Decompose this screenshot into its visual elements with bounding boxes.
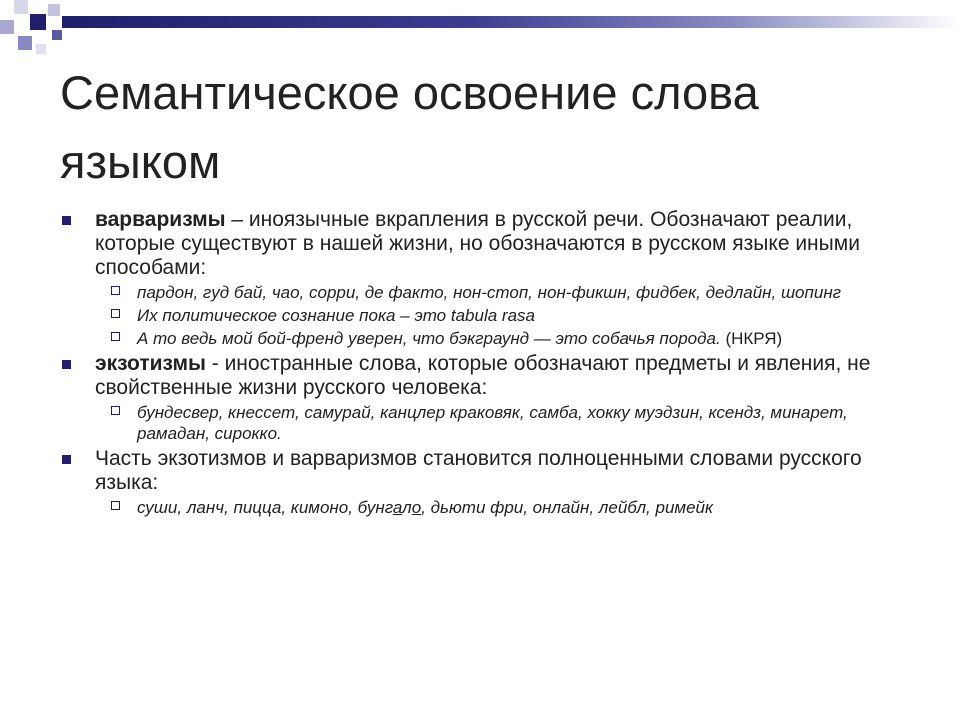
slide-title: Семантическое освоение слова языком	[60, 66, 759, 188]
square-bullet-icon	[62, 216, 71, 225]
hollow-square-bullet-icon	[111, 286, 120, 295]
hollow-square-bullet-icon	[111, 332, 120, 341]
sub-item-text: , дьюти фри, онлайн, лейбл, римейк	[421, 498, 714, 517]
hollow-square-bullet-icon	[111, 501, 120, 510]
slide-content	[62, 208, 902, 521]
header-gradient-bar	[62, 16, 960, 28]
hollow-square-bullet-icon	[111, 406, 120, 415]
square-bullet-icon	[62, 455, 71, 464]
stress-mark: а	[392, 498, 403, 517]
sub-item	[62, 282, 902, 303]
definition-barbarisms: – иноязычные вкрапления в русской речи. Обозначают реалии, которые существуют в нашей жизни, но обозначаются в русском языке иными способами:	[95, 208, 860, 279]
assimilation-text: Часть экзотизмов и варваризмов становится полноценными словами русского языка:	[95, 447, 862, 494]
sub-item-text: Их политическое сознание пока – это tabula rasa	[137, 306, 535, 325]
sub-item	[62, 305, 902, 326]
term-exoticisms: экзотизмы	[95, 352, 206, 375]
sub-item-text: л	[402, 498, 412, 517]
sub-item-text: бундесвер, кнессет, самурай, канцлер краковяк, самба, хокку муэдзин, ксендз, минарет, рамадан, сирокко.	[137, 403, 848, 443]
sub-item-text: пардон, гуд бай, чао, сорри, де факто, нон-стоп, нон-фикшн, фидбек, дедлайн, шопинг	[137, 283, 842, 302]
sub-item	[62, 328, 902, 349]
sub-item	[62, 497, 902, 518]
square-bullet-icon	[62, 360, 71, 369]
corpus-source: (НКРЯ)	[725, 329, 783, 348]
stress-mark: о	[411, 498, 422, 517]
bullet-exoticisms	[62, 352, 902, 400]
sub-item-text: суши, ланч, пицца, кимоно, бунг	[137, 498, 393, 517]
sub-item-text: А то ведь мой бой-френд уверен, что бэкграунд — это собачья порода.	[137, 329, 726, 348]
term-barbarisms: варваризмы	[95, 208, 226, 231]
sub-item	[62, 402, 902, 444]
bullet-barbarisms	[62, 208, 902, 280]
definition-exoticisms: - иностранные слова, которые обозначают предметы и явления, не свойственные жизни русского человека:	[95, 352, 871, 399]
bullet-assimilation	[62, 447, 902, 495]
decor-squares	[0, 0, 80, 60]
hollow-square-bullet-icon	[111, 309, 120, 318]
